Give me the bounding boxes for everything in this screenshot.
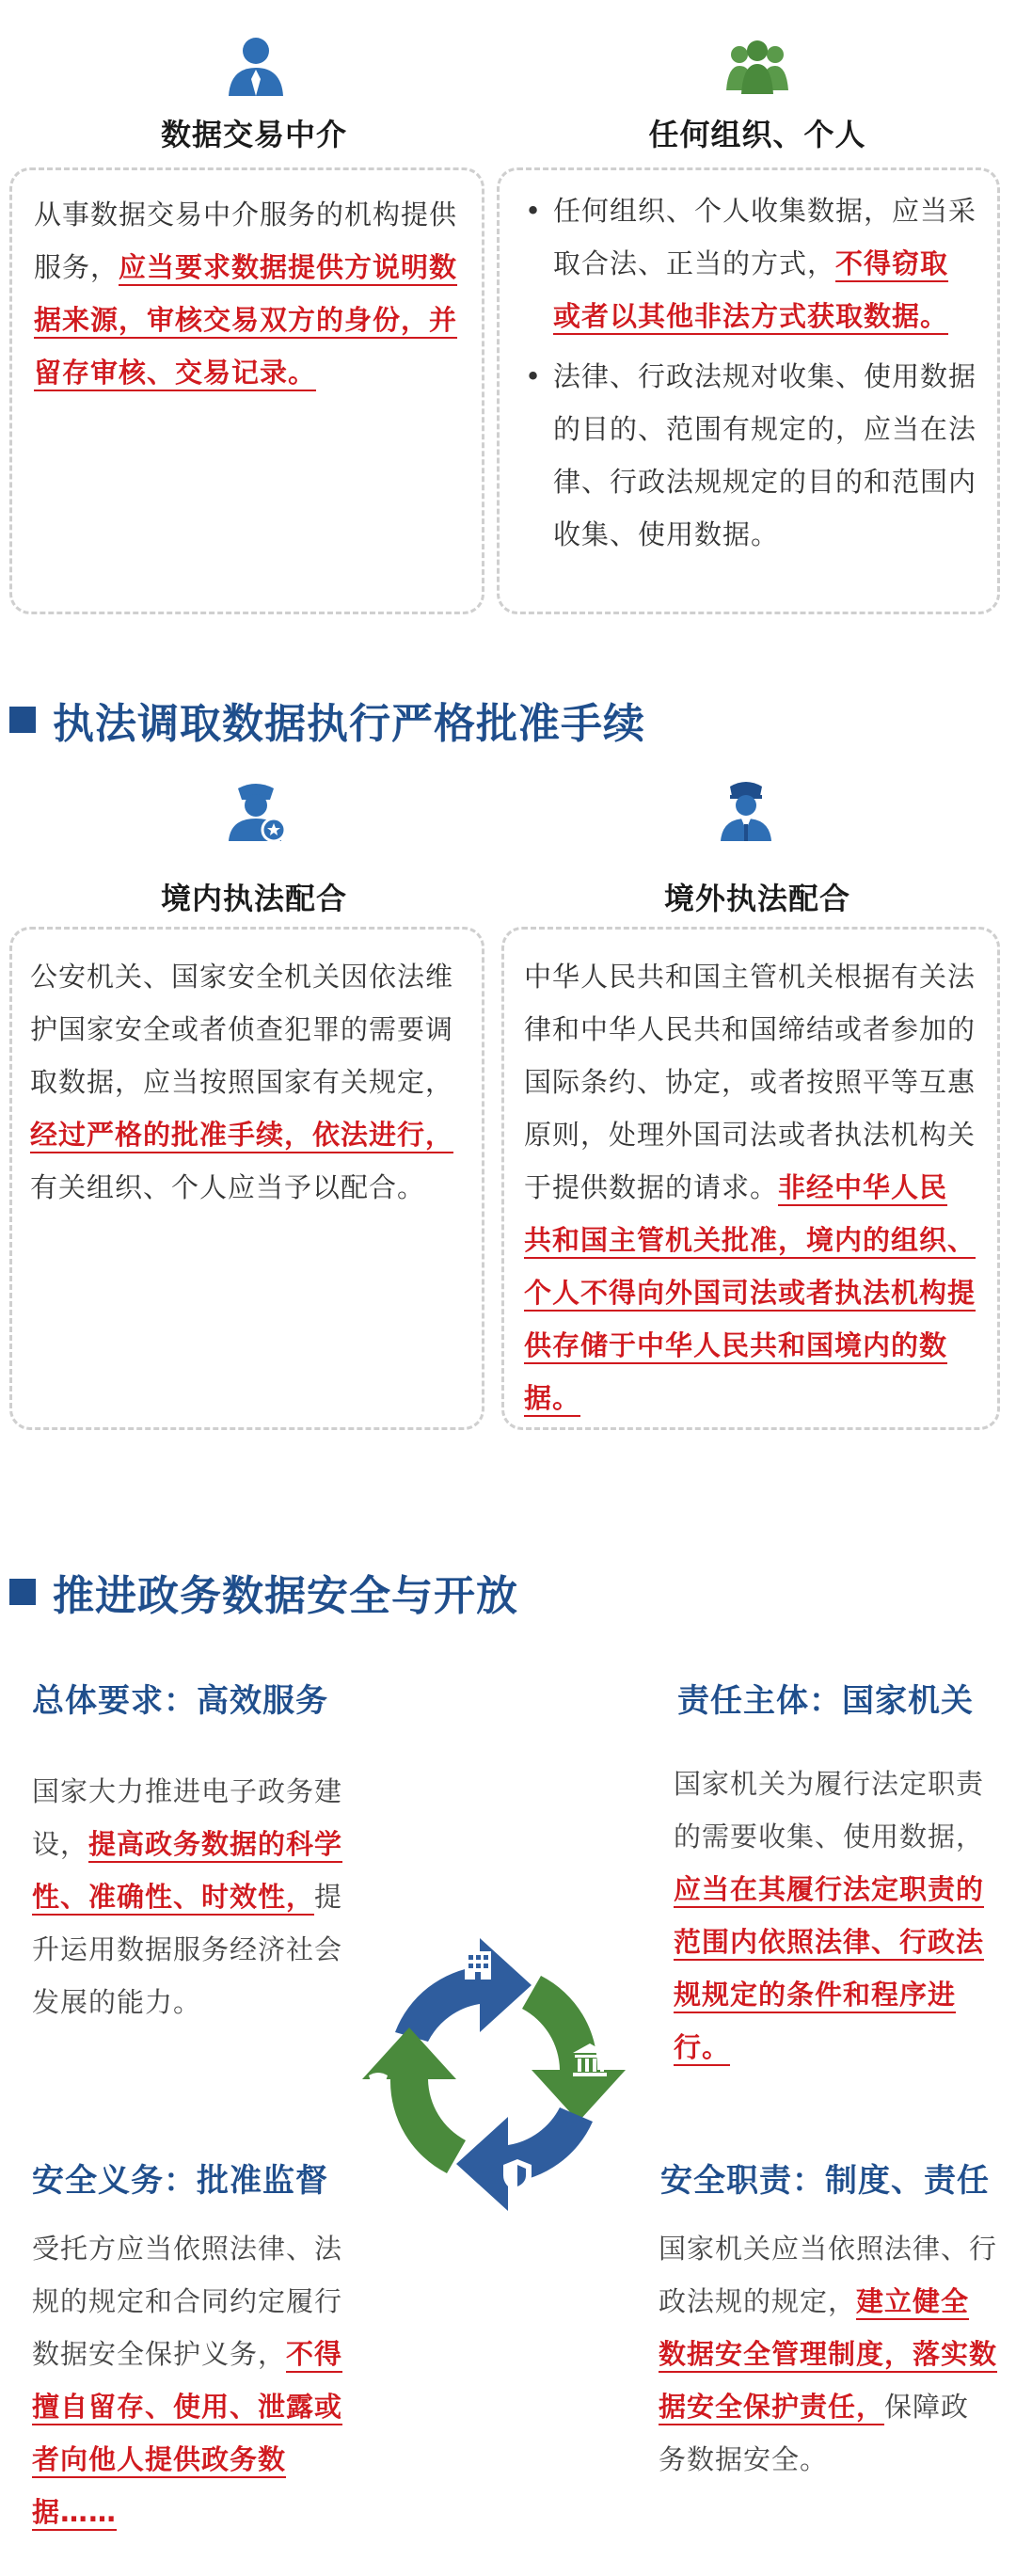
gov-title-subject: 责任主体：国家机关 [677, 1682, 974, 1720]
foreign-text: 中华人民共和国主管机关根据有关法律和中华人民共和国缔结或者参加的国际条约、协定，或者按照平等互惠原则，处理外国司法或者执法机构关于提供数据的请求。非经中华人民共和国主管机关批准，境内的组织、个人不得向外国司法或者执法机构提供存储于中华人民共和国境内的数据。 [524, 961, 976, 1414]
gov-title-overall: 总体要求：高效服务 [32, 1682, 328, 1720]
gov-text-duty: 国家机关应当依照法律、行政法规的规定，建立健全数据安全管理制度，落实数据安全保护责任，保障政务数据安全。 [659, 2233, 998, 2475]
domestic-text: 公安机关、国家安全机关因依法维护国家安全或者侦查犯罪的需要调取数据，应当按照国家有关规定，经过严格的批准手续，依法进行，有关组织、个人应当予以配合。 [30, 961, 454, 1203]
any-org-highlight: 不得窃取或者以其他非法方式获取数据。 [553, 247, 949, 332]
gov-text-obligation: 受托方应当依照法律、法规的规定和合同约定履行数据安全保护义务，不得擅自留存、使用、泄露或者向他人提供政务数据…… [32, 2233, 343, 2528]
broker-person-icon [223, 32, 289, 98]
broker-text: 从事数据交易中介服务的机构提供服务，应当要求数据提供方说明数据来源，审核交易双方的身份，并留存审核、交易记录。 [34, 199, 458, 389]
list-item: • 任何组织、个人收集数据，应当采取合法、正当的方式，不得窃取或者以其他非法方式获取数据。 [525, 184, 976, 342]
building-icon [459, 1946, 497, 1983]
heading-square-icon [9, 707, 36, 733]
officer-icon [359, 2068, 397, 2106]
foreign-highlight: 非经中华人民共和国主管机关批准，境内的组织、个人不得向外国司法或者执法机构提供存储于中华人民共和国境内的数据。 [524, 1171, 976, 1414]
gov-text-subject: 国家机关为履行法定职责的需要收集、使用数据，应当在其履行法定职责的范围内依照法律、行政法规规定的条件和程序进行。 [674, 1768, 985, 2063]
duty-highlight: 建立健全数据安全管理制度，落实数据安全保护责任， [659, 2285, 998, 2423]
any-org-list [525, 184, 976, 563]
overall-highlight: 提高政务数据的科学性、准确性、时效性， [32, 1828, 343, 1913]
subject-highlight: 应当在其履行法定职责的范围内依照法律、行政法规规定的条件和程序进行。 [674, 1873, 985, 2063]
section-heading-law-enforcement: 执法调取数据执行严格批准手续 [9, 690, 645, 750]
card-title-foreign: 境外执法配合 [663, 881, 850, 916]
police-officer-icon [223, 777, 289, 843]
government-icon [569, 2040, 611, 2081]
group-icon [724, 36, 790, 102]
card-title-broker: 数据交易中介 [160, 117, 347, 152]
gov-text-overall: 国家大力推进电子政务建设，提高政务数据的科学性、准确性、时效性，提升运用数据服务经济社会发展的能力。 [32, 1775, 343, 2018]
card-title-any-org: 任何组织、个人 [648, 117, 866, 152]
heading-square-icon [9, 1579, 36, 1605]
broker-highlight: 应当要求数据提供方说明数据来源，审核交易双方的身份，并留存审核、交易记录。 [34, 251, 458, 389]
gov-title-obligation: 安全义务：批准监督 [32, 2162, 328, 2200]
card-title-domestic: 境内执法配合 [160, 881, 347, 916]
domestic-highlight: 经过严格的批准手续，依法进行， [30, 1119, 454, 1151]
obligation-highlight: 不得擅自留存、使用、泄露或者向他人提供政务数据…… [32, 2338, 343, 2528]
list-item: • 法律、行政法规对收集、使用数据的目的、范围有规定的，应当在法律、行政法规规定的目的和范围内收集、使用数据。 [525, 350, 976, 561]
officer-cap-icon [713, 777, 779, 843]
shield-icon [499, 2156, 536, 2194]
section-heading-gov-data: 推进政务数据安全与开放 [9, 1562, 518, 1622]
gov-title-duty: 安全职责：制度、责任 [660, 2162, 990, 2200]
